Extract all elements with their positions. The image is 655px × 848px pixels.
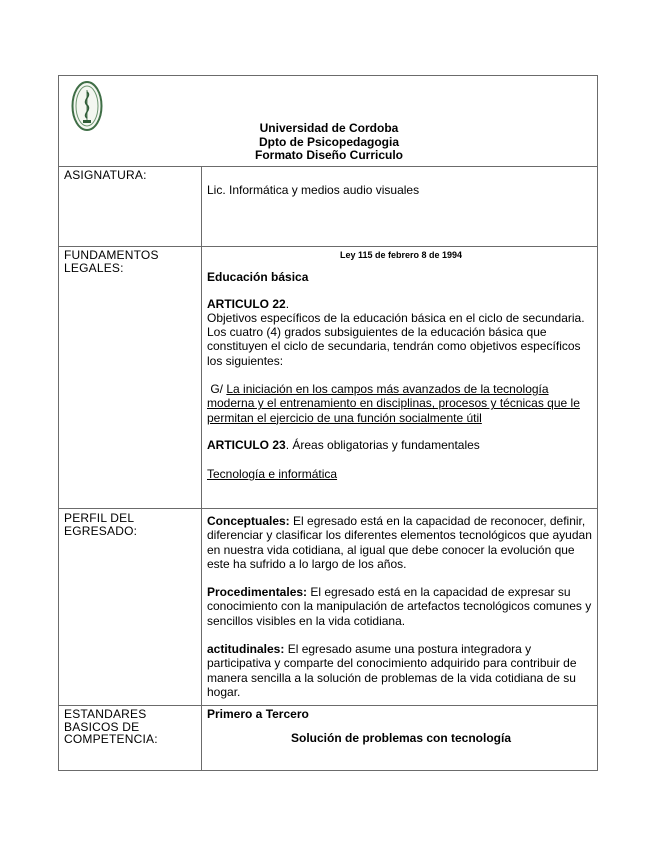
- column-divider: [201, 166, 202, 770]
- divider: [59, 705, 597, 706]
- perfil-label: [64, 512, 137, 537]
- conceptuales-paragraph: [207, 514, 595, 571]
- estandares-content: [207, 707, 595, 746]
- educacion-basica-heading: Educación básica: [207, 270, 309, 285]
- department-name: Dpto de Psicopedagogia: [258, 134, 399, 149]
- articulo-23-title: ARTICULO 23: [207, 437, 286, 452]
- fundamentos-label-line: LEGALES:: [64, 260, 124, 275]
- grados-heading: Primero a Tercero: [207, 707, 309, 721]
- actitudinales-paragraph: [207, 642, 595, 699]
- procedimentales-body: El egresado está en la capacidad de expresar su conocimiento con la manipulación de artefactos tecnológicos comunes y sencillos visibles en la vida cotidiana.: [207, 585, 592, 628]
- articulo-23-body: . Áreas obligatorias y fundamentales: [285, 437, 480, 452]
- conceptuales-body: El egresado está en la capacidad de reconocer, definir, diferenciar y clasificar los diferentes elementos tecnológicos que ayudan en nuestra vida cotidiana, al igual que debe conocer la evolución que este ha sufrido a lo largo de los años.: [207, 514, 592, 571]
- fundamentos-content: [207, 248, 595, 482]
- articulo-22-heading: [207, 297, 595, 311]
- perfil-label-line: PERFIL DEL: [64, 511, 135, 525]
- conceptuales-title: Conceptuales:: [207, 514, 290, 528]
- ley-reference: Ley 115 de febrero 8 de 1994: [339, 250, 463, 260]
- curriculum-form: [58, 75, 598, 771]
- document-header: [59, 122, 599, 163]
- articulo-23: [207, 438, 595, 452]
- objective-g: [207, 382, 595, 425]
- estandares-label-line: COMPETENCIA:: [64, 732, 158, 746]
- tecnologia-informatica: Tecnología e informática: [207, 467, 338, 482]
- articulo-22-title: ARTICULO 22: [207, 296, 286, 311]
- estandares-label-line: ESTANDARES: [64, 707, 147, 721]
- format-title: Formato Diseño Curriculo: [254, 148, 403, 162]
- solucion-problemas-heading: Solución de problemas con tecnología: [290, 731, 512, 746]
- asignatura-value: Lic. Informática y medios audio visuales: [207, 183, 420, 197]
- university-name: Universidad de Cordoba: [259, 121, 399, 135]
- divider: [59, 508, 597, 509]
- articulo-22-body: Objetivos específicos de la educación básica en el ciclo de secundaria. Los cuatro (4) grados subsiguientes de la educación básica que constituyen el ciclo de secundaria, tendrán como objetivos específicos los siguientes:: [207, 310, 585, 368]
- fundamentos-label-line: FUNDAMENTOS: [64, 248, 159, 262]
- actitudinales-body: El egresado asume una postura integradora y participativa y comparte del conocimiento adquirido para contribuir de manera sencilla a la solución de problemas de la vida cotidiana de su hogar.: [207, 642, 577, 699]
- objective-g-prefix: G/: [210, 382, 224, 397]
- objective-g-text: La iniciación en los campos más avanzados de la tecnología moderna y el entrenamiento en disciplinas, procesos y técnicas que le permitan el ejercicio de una función socialmente útil: [207, 382, 580, 425]
- actitudinales-title: actitudinales:: [207, 642, 285, 657]
- estandares-label: [64, 708, 158, 746]
- fundamentos-label: [64, 249, 159, 274]
- perfil-content: [207, 514, 595, 699]
- divider: [59, 246, 597, 247]
- estandares-label-line: BASICOS DE: [64, 719, 140, 734]
- asignatura-label: ASIGNATURA:: [64, 168, 147, 182]
- procedimentales-paragraph: [207, 585, 595, 628]
- procedimentales-title: Procedimentales:: [207, 585, 308, 600]
- articulo-22-period: .: [285, 296, 290, 311]
- divider: [59, 166, 597, 167]
- perfil-label-line: EGRESADO:: [64, 523, 138, 538]
